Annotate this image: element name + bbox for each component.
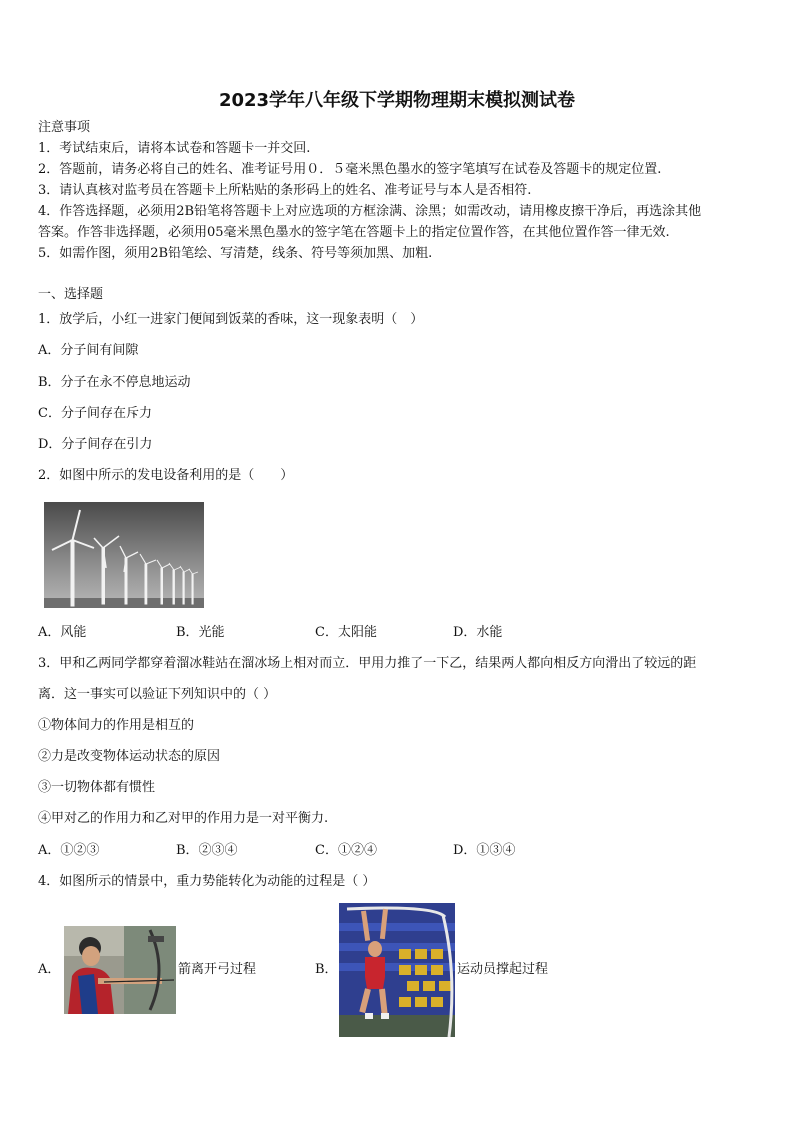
q1-option-c: C．分子间存在斥力 (38, 406, 152, 421)
q2-option-a: A．风能 (38, 625, 87, 640)
q1-option-b: B．分子在永不停息地运动 (38, 375, 191, 390)
q4-option-a-label: A． (38, 962, 61, 977)
wind-turbines-image (44, 502, 204, 608)
q3-statement-1: ①物体间力的作用是相互的 (38, 718, 195, 733)
q3-stem-line-2: 离．这一事实可以验证下列知识中的（ ） (38, 687, 277, 702)
q3-statement-3: ③一切物体都有惯性 (38, 780, 156, 795)
pole-vaulter-image (339, 903, 455, 1037)
notice-line-4: 4．作答选择题，必须用2B铅笔将答题卡上对应选项的方框涂满、涂黑；如需改动，请用橡皮擦干净后，再选涂其他 (38, 204, 702, 219)
q2-option-d: D．水能 (453, 625, 503, 640)
page-title: 2023学年八年级下学期物理期末模拟测试卷 (218, 90, 576, 111)
q1-option-d: D．分子间存在引力 (38, 437, 153, 452)
q4-stem: 4．如图所示的情景中，重力势能转化为动能的过程是（ ） (38, 874, 376, 889)
notice-line-1: 1．考试结束后，请将本试卷和答题卡一并交回. (38, 141, 311, 156)
q2-option-b: B．光能 (176, 625, 225, 640)
q4-option-a-text: 箭离开弓过程 (178, 962, 257, 977)
notice-line-2: 2．答题前，请务必将自己的姓名、准考证号用０．５毫米黑色墨水的签字笔填写在试卷及答题卡的规定位置. (38, 162, 662, 177)
q1-option-a: A．分子间有间隙 (38, 343, 139, 358)
archer-image (64, 926, 176, 1014)
q3-statement-4: ④甲对乙的作用力和乙对甲的作用力是一对平衡力. (38, 811, 329, 826)
notice-line-4-cont: 答案。作答非选择题，必须用05毫米黑色墨水的签字笔在答题卡上的指定位置作答，在其他位置作答一律无效. (38, 225, 670, 240)
q1-stem: 1．放学后，小红一进家门便闻到饭菜的香味，这一现象表明（ ） (38, 312, 424, 327)
q2-option-c: C．太阳能 (315, 625, 377, 640)
notice-heading: 注意事项 (38, 120, 91, 135)
q3-option-d: D．①③④ (453, 843, 516, 858)
q3-statement-2: ②力是改变物体运动状态的原因 (38, 749, 221, 764)
q4-option-b-label: B． (315, 962, 338, 977)
notice-line-5: 5．如需作图，须用2B铅笔绘、写清楚，线条、符号等须加黑、加粗. (38, 246, 433, 261)
q4-option-b-text: 运动员撑起过程 (457, 962, 549, 977)
notice-line-3: 3．请认真核对监考员在答题卡上所粘贴的条形码上的姓名、准考证号与本人是否相符. (38, 183, 532, 198)
q3-option-b: B．②③④ (176, 843, 238, 858)
q3-stem-line-1: 3．甲和乙两同学都穿着溜冰鞋站在溜冰场上相对而立．甲用力推了一下乙，结果两人都向相反方向滑出了较远的距 (38, 656, 697, 671)
q3-option-c: C．①②④ (315, 843, 377, 858)
q2-stem: 2．如图中所示的发电设备利用的是（ ） (38, 468, 294, 483)
section-heading: 一、选择题 (38, 287, 104, 302)
q3-option-a: A．①②③ (38, 843, 100, 858)
